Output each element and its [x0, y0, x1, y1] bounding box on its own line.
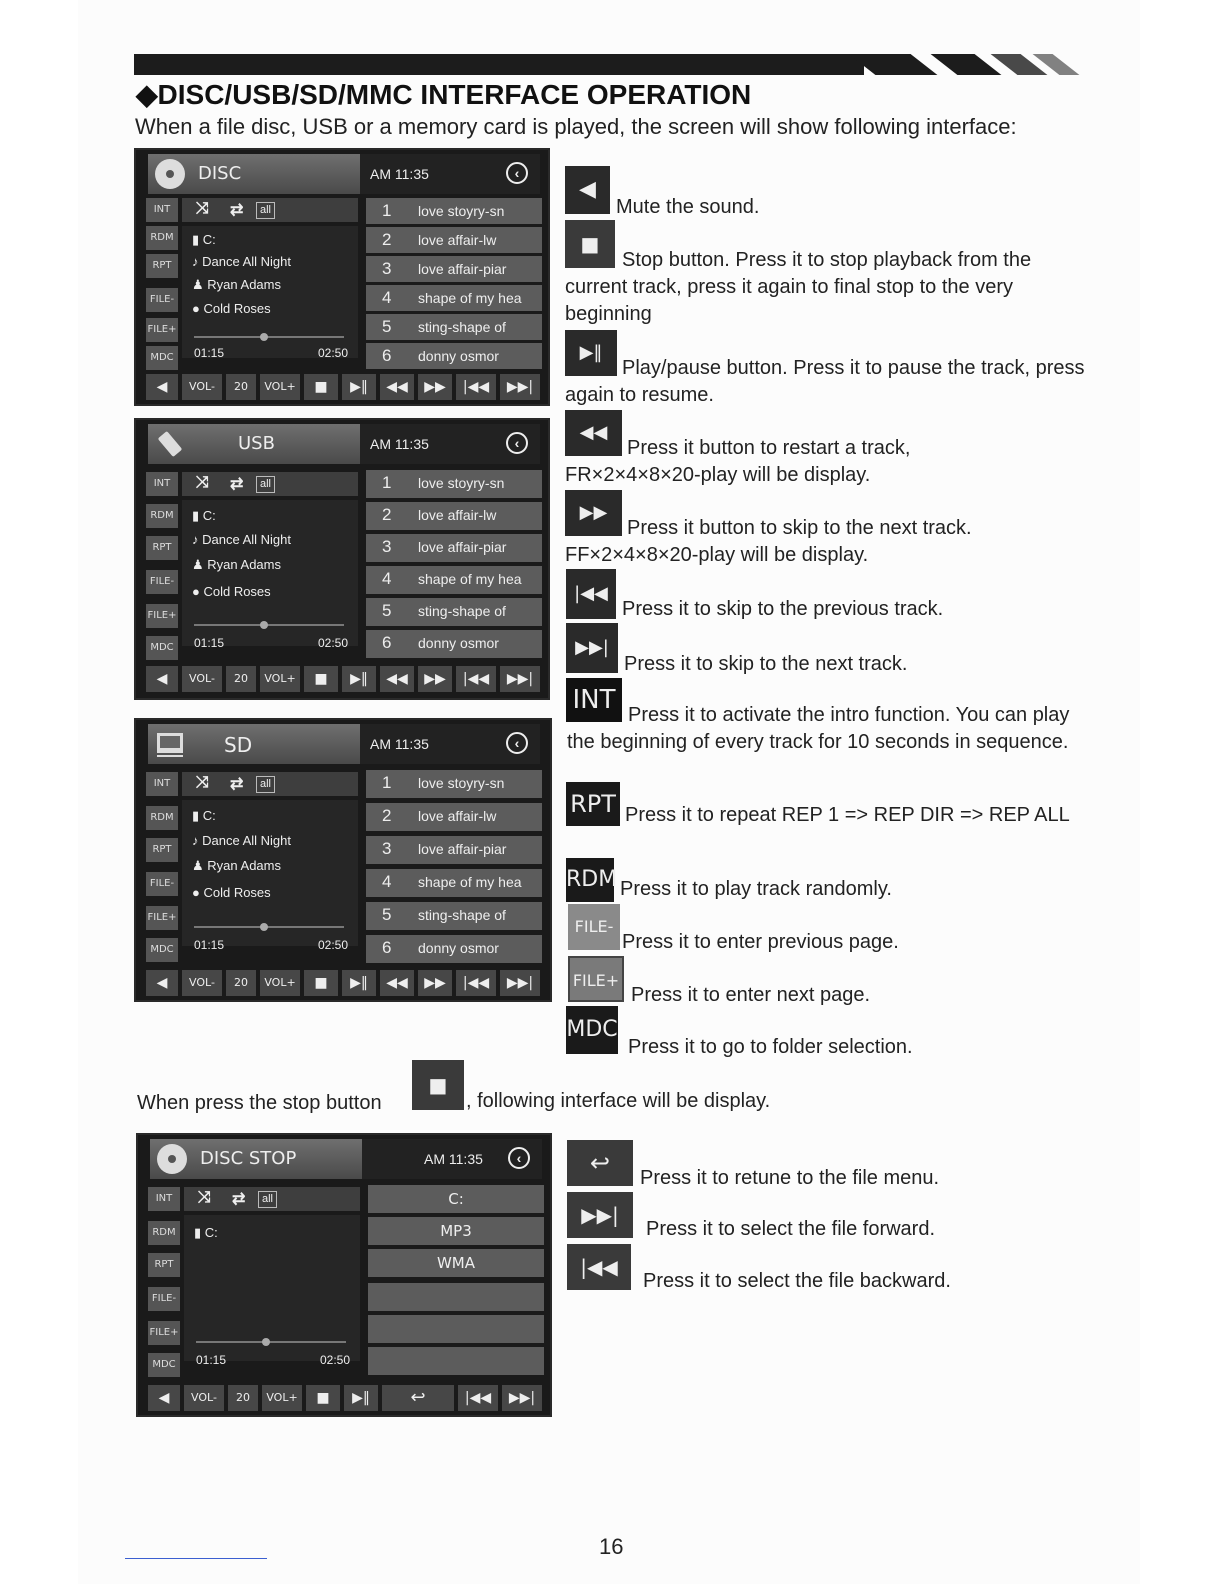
- track-number: 6: [382, 346, 392, 365]
- track-item[interactable]: [366, 902, 542, 930]
- source-label: DISC STOP: [200, 1148, 297, 1169]
- sd-card-icon: [154, 728, 186, 760]
- mdc-button[interactable]: MDC: [146, 636, 178, 660]
- track-item[interactable]: [366, 227, 542, 253]
- prev-track-icon: |◀◀: [567, 1244, 631, 1290]
- file-minus-button[interactable]: FILE-: [148, 1287, 180, 1311]
- artist-line: ♟ Ryan Adams: [192, 557, 281, 572]
- artist-name: Ryan Adams: [207, 858, 281, 873]
- source-header: [148, 724, 360, 764]
- int-button[interactable]: INT: [146, 198, 178, 222]
- legend-text: Press it to select the file backward.: [643, 1270, 951, 1292]
- file-plus-button[interactable]: FILE+: [146, 906, 178, 930]
- stop-icon[interactable]: ■: [306, 1385, 340, 1411]
- track-title: shape of my hea: [418, 874, 522, 890]
- prev-track-icon[interactable]: |◀◀: [456, 666, 496, 692]
- section-title: ◆DISC/USB/SD/MMC INTERFACE OPERATION: [136, 79, 752, 110]
- file-item-empty[interactable]: [368, 1283, 544, 1311]
- mute-icon[interactable]: ◀: [148, 1385, 180, 1411]
- track-title: love affair-lw: [418, 232, 497, 248]
- track-title: love affair-piar: [418, 261, 507, 277]
- file-plus-button[interactable]: FILE+: [146, 318, 178, 342]
- track-item[interactable]: [366, 502, 542, 530]
- track-title: donny osmor: [418, 348, 499, 364]
- mdc-icon: MDC: [566, 1006, 618, 1054]
- mdc-button[interactable]: MDC: [148, 1353, 180, 1377]
- footer-line: [125, 1558, 267, 1559]
- legend-text: Press it to go to folder selection.: [628, 1036, 913, 1058]
- rpt-icon: RPT: [566, 782, 620, 826]
- folder-name: C:: [202, 808, 216, 823]
- title-line: ♪ Dance All Night: [192, 254, 292, 269]
- repeat-icon[interactable]: ⇄: [230, 476, 244, 493]
- folder-line: ▮ C:: [192, 232, 216, 247]
- play-pause-icon[interactable]: ▶‖: [344, 1385, 378, 1411]
- legend-text: Press it to enter next page.: [631, 984, 871, 1006]
- file-minus-button[interactable]: FILE-: [146, 288, 178, 312]
- fast-forward-icon[interactable]: ▶▶: [418, 666, 452, 692]
- mute-icon[interactable]: ◀: [146, 970, 178, 996]
- album-name: Cold Roses: [203, 301, 271, 316]
- progress-knob[interactable]: [260, 333, 268, 341]
- rpt-button[interactable]: RPT: [148, 1253, 180, 1277]
- track-number: 4: [382, 569, 392, 588]
- clock: AM 11:35: [370, 436, 429, 452]
- file-plus-button[interactable]: FILE+: [148, 1321, 180, 1345]
- usb-drive-icon: [154, 428, 186, 460]
- return-icon[interactable]: ↩: [382, 1385, 454, 1411]
- disc-screen: [134, 148, 550, 406]
- rewind-icon[interactable]: ◀◀: [380, 970, 414, 996]
- shuffle-icon[interactable]: ⤨: [196, 774, 209, 791]
- track-title: love stoyry-sn: [418, 203, 505, 219]
- track-item[interactable]: [366, 598, 542, 626]
- song-title: Dance All Night: [202, 532, 292, 547]
- bottom-bar: [146, 970, 542, 996]
- artist-line: ♟ Ryan Adams: [192, 858, 281, 873]
- track-number: 5: [382, 601, 392, 620]
- rpt-button[interactable]: RPT: [146, 254, 178, 278]
- title-line: ♪ Dance All Night: [192, 833, 292, 848]
- repeat-all-badge: all: [258, 1191, 277, 1208]
- legend-text: Press it to enter previous page.: [622, 931, 899, 953]
- file-minus-button[interactable]: FILE-: [146, 872, 178, 896]
- track-number: 3: [382, 537, 392, 556]
- file-item-empty[interactable]: [368, 1347, 544, 1375]
- rdm-button[interactable]: RDM: [146, 226, 178, 250]
- track-title: sting-shape of: [418, 319, 506, 335]
- play-mode-row: [182, 472, 358, 496]
- track-number: 3: [382, 839, 392, 858]
- clock: AM 11:35: [424, 1151, 483, 1167]
- disc-stop-screen: [136, 1133, 552, 1417]
- next-track-icon[interactable]: ▶▶|: [502, 1385, 542, 1411]
- file-plus-button[interactable]: FILE+: [146, 604, 178, 628]
- back-icon[interactable]: ‹: [508, 1147, 530, 1169]
- source-label: USB: [238, 433, 275, 454]
- total-time: 02:50: [320, 1353, 351, 1367]
- legend-text: Stop button. Press it to stop playback from the current track, press it again to final stop to the very beginning: [565, 249, 1032, 325]
- legend-text: Press it to skip to the previous track.: [622, 598, 944, 620]
- elapsed-time: 01:15: [194, 938, 225, 952]
- vol-minus-button[interactable]: VOL-: [184, 1385, 224, 1411]
- rpt-button[interactable]: RPT: [146, 536, 178, 560]
- track-title: love affair-piar: [418, 539, 507, 555]
- legend-text: Press it to activate the intro function. You can play the beginning of every track for 10 seconds in sequence.: [567, 704, 1070, 753]
- stop-sentence-start: When press the stop button: [137, 1092, 382, 1114]
- mdc-button[interactable]: MDC: [146, 346, 178, 370]
- track-title: love affair-lw: [418, 507, 497, 523]
- back-icon[interactable]: ‹: [506, 732, 528, 754]
- play-pause-icon[interactable]: ▶‖: [342, 374, 376, 400]
- vol-plus-button[interactable]: VOL+: [260, 970, 300, 996]
- album-name: Cold Roses: [203, 885, 271, 900]
- fast-forward-icon: ▶▶: [565, 490, 622, 536]
- repeat-icon[interactable]: ⇄: [230, 202, 244, 219]
- folder-line: ▮ C:: [194, 1225, 218, 1240]
- track-title: sting-shape of: [418, 603, 506, 619]
- repeat-all-badge: all: [256, 776, 275, 793]
- next-track-icon: ▶▶|: [566, 623, 618, 673]
- progress-bar[interactable]: [194, 624, 344, 626]
- legend-text: Press it button to skip to the next track. FF×2×4×8×20-play will be display.: [565, 517, 972, 566]
- progress-bar[interactable]: [196, 1341, 346, 1343]
- track-item[interactable]: [366, 285, 542, 311]
- prev-track-icon[interactable]: |◀◀: [456, 374, 496, 400]
- rdm-button[interactable]: RDM: [148, 1221, 180, 1245]
- track-item[interactable]: [366, 803, 542, 831]
- track-item[interactable]: [366, 770, 542, 798]
- artist-line: ♟ Ryan Adams: [192, 277, 281, 292]
- track-number: 2: [382, 806, 392, 825]
- volume-level: 20: [228, 1385, 258, 1411]
- total-time: 02:50: [318, 938, 349, 952]
- rdm-button[interactable]: RDM: [146, 504, 178, 528]
- album-name: Cold Roses: [203, 584, 271, 599]
- legend-text: Press it to skip to the next track.: [624, 653, 908, 675]
- album-line: ● Cold Roses: [192, 885, 271, 900]
- legend-text: Press it to play track randomly.: [620, 878, 892, 900]
- usb-screen: [134, 418, 550, 700]
- file-item[interactable]: WMA: [368, 1249, 544, 1277]
- next-track-icon: ▶▶|: [567, 1192, 633, 1238]
- mdc-button[interactable]: MDC: [146, 938, 178, 962]
- track-item[interactable]: [366, 935, 542, 963]
- prev-track-icon[interactable]: |◀◀: [456, 970, 496, 996]
- status-bar: [360, 424, 540, 464]
- album-line: ● Cold Roses: [192, 301, 271, 316]
- track-number: 5: [382, 905, 392, 924]
- file-minus-button[interactable]: FILE-: [146, 570, 178, 594]
- status-bar: [360, 724, 540, 764]
- rdm-icon: RDM: [566, 858, 614, 902]
- vol-minus-button[interactable]: VOL-: [182, 970, 222, 996]
- track-title: love affair-piar: [418, 841, 507, 857]
- shuffle-icon[interactable]: ⤨: [198, 1189, 211, 1206]
- track-title: love stoyry-sn: [418, 775, 505, 791]
- now-playing: [182, 226, 358, 358]
- track-item[interactable]: [366, 470, 542, 498]
- clock: AM 11:35: [370, 736, 429, 752]
- stop-icon: ■: [565, 220, 615, 268]
- track-number: 2: [382, 505, 392, 524]
- bottom-bar: [146, 374, 542, 400]
- track-number: 1: [382, 773, 392, 792]
- int-button[interactable]: INT: [146, 772, 178, 796]
- next-track-icon[interactable]: ▶▶|: [500, 970, 540, 996]
- rdm-button[interactable]: RDM: [146, 806, 178, 830]
- rewind-icon: ◀◀: [565, 410, 622, 456]
- track-item[interactable]: [366, 314, 542, 340]
- repeat-all-badge: all: [256, 202, 275, 219]
- legend-text: Press it to select the file forward.: [646, 1218, 936, 1240]
- source-header: [148, 154, 360, 194]
- fast-forward-icon[interactable]: ▶▶: [418, 374, 452, 400]
- return-icon: ↩: [567, 1140, 633, 1186]
- track-item[interactable]: [366, 630, 542, 658]
- track-number: 4: [382, 288, 392, 307]
- progress-bar[interactable]: [194, 336, 344, 338]
- track-item[interactable]: [366, 343, 542, 369]
- prev-track-icon: |◀◀: [566, 569, 616, 619]
- stop-icon[interactable]: ■: [304, 970, 338, 996]
- repeat-all-badge: all: [256, 476, 275, 493]
- track-number: 3: [382, 259, 392, 278]
- source-label: DISC: [198, 163, 242, 184]
- folder-line: ▮ C:: [192, 808, 216, 823]
- rewind-icon[interactable]: ◀◀: [380, 666, 414, 692]
- title-line: ♪ Dance All Night: [192, 532, 292, 547]
- vol-plus-button[interactable]: VOL+: [262, 1385, 302, 1411]
- track-item[interactable]: [366, 534, 542, 562]
- page-number: 16: [599, 1534, 624, 1559]
- folder-name: C:: [202, 232, 216, 247]
- legend-text: Mute the sound.: [616, 196, 760, 218]
- vol-plus-button[interactable]: VOL+: [260, 374, 300, 400]
- repeat-icon[interactable]: ⇄: [232, 1191, 246, 1208]
- track-title: shape of my hea: [418, 571, 522, 587]
- play-pause-icon: ▶‖: [565, 330, 617, 376]
- bottom-bar: [148, 1385, 544, 1411]
- elapsed-time: 01:15: [194, 346, 225, 360]
- source-header: [150, 1139, 362, 1179]
- back-icon[interactable]: ‹: [506, 162, 528, 184]
- vol-minus-button[interactable]: VOL-: [182, 374, 222, 400]
- disc-icon: [156, 1143, 188, 1175]
- int-button[interactable]: INT: [148, 1187, 180, 1211]
- progress-knob[interactable]: [262, 1338, 270, 1346]
- bottom-bar: [146, 666, 542, 692]
- progress-knob[interactable]: [260, 621, 268, 629]
- now-playing: [182, 800, 358, 946]
- track-item[interactable]: [366, 198, 542, 224]
- vol-minus-button[interactable]: VOL-: [182, 666, 222, 692]
- source-header: [148, 424, 360, 464]
- track-number: 6: [382, 938, 392, 957]
- file-minus-icon: FILE-: [568, 904, 620, 950]
- int-button[interactable]: INT: [146, 472, 178, 496]
- status-bar: [362, 1139, 542, 1179]
- elapsed-time: 01:15: [196, 1353, 227, 1367]
- legend-text: Press it to retune to the file menu.: [640, 1167, 940, 1189]
- track-item[interactable]: [366, 566, 542, 594]
- total-time: 02:50: [318, 346, 349, 360]
- mute-icon[interactable]: ◀: [146, 374, 178, 400]
- mute-icon: ◀: [565, 166, 610, 214]
- volume-level: 20: [226, 970, 256, 996]
- song-title: Dance All Night: [202, 254, 292, 269]
- artist-name: Ryan Adams: [207, 277, 281, 292]
- file-plus-icon: FILE+: [568, 956, 624, 1002]
- progress-bar[interactable]: [194, 926, 344, 928]
- track-number: 6: [382, 633, 392, 652]
- song-title: Dance All Night: [202, 833, 292, 848]
- total-time: 02:50: [318, 636, 349, 650]
- folder-name: C:: [204, 1225, 218, 1240]
- status-bar: [360, 154, 540, 194]
- back-icon[interactable]: ‹: [506, 432, 528, 454]
- header-bar: [134, 54, 864, 75]
- file-item-empty[interactable]: [368, 1315, 544, 1343]
- repeat-icon[interactable]: ⇄: [230, 776, 244, 793]
- play-mode-row: [182, 198, 358, 222]
- artist-name: Ryan Adams: [207, 557, 281, 572]
- stop-icon: ■: [412, 1060, 464, 1110]
- sd-screen: [134, 718, 552, 1002]
- disc-icon: [154, 158, 186, 190]
- shuffle-icon[interactable]: ⤨: [196, 474, 209, 491]
- intro-text: When a file disc, USB or a memory card is played, the screen will show following interface:: [135, 114, 1017, 139]
- int-icon: INT: [566, 678, 622, 722]
- source-label: SD: [224, 733, 253, 757]
- progress-knob[interactable]: [260, 923, 268, 931]
- vol-plus-button[interactable]: VOL+: [260, 666, 300, 692]
- volume-level: 20: [226, 374, 256, 400]
- rewind-icon[interactable]: ◀◀: [380, 374, 414, 400]
- track-title: sting-shape of: [418, 907, 506, 923]
- legend-text: Press it to repeat REP 1 => REP DIR => REP ALL: [625, 804, 1070, 826]
- fast-forward-icon[interactable]: ▶▶: [418, 970, 452, 996]
- track-title: love affair-lw: [418, 808, 497, 824]
- legend-text: Press it button to restart a track, FR×2×4×8×20-play will be display.: [565, 437, 911, 486]
- now-playing: [184, 1215, 360, 1361]
- file-item[interactable]: C:: [368, 1185, 544, 1213]
- track-item[interactable]: [366, 256, 542, 282]
- next-track-icon[interactable]: ▶▶|: [500, 374, 540, 400]
- track-number: 4: [382, 872, 392, 891]
- stop-icon[interactable]: ■: [304, 374, 338, 400]
- track-number: 1: [382, 473, 392, 492]
- prev-track-icon[interactable]: |◀◀: [458, 1385, 498, 1411]
- track-item[interactable]: [366, 869, 542, 897]
- stop-icon[interactable]: ■: [304, 666, 338, 692]
- folder-line: ▮ C:: [192, 508, 216, 523]
- volume-level: 20: [226, 666, 256, 692]
- rpt-button[interactable]: RPT: [146, 838, 178, 862]
- track-title: shape of my hea: [418, 290, 522, 306]
- elapsed-time: 01:15: [194, 636, 225, 650]
- play-mode-row: [184, 1187, 360, 1211]
- shuffle-icon[interactable]: ⤨: [196, 200, 209, 217]
- play-pause-icon[interactable]: ▶‖: [342, 666, 376, 692]
- track-title: donny osmor: [418, 940, 499, 956]
- folder-name: C:: [202, 508, 216, 523]
- track-title: love stoyry-sn: [418, 475, 505, 491]
- play-pause-icon[interactable]: ▶‖: [342, 970, 376, 996]
- track-item[interactable]: [366, 836, 542, 864]
- clock: AM 11:35: [370, 166, 429, 182]
- track-number: 5: [382, 317, 392, 336]
- stop-sentence-end: , following interface will be display.: [466, 1090, 771, 1112]
- track-title: donny osmor: [418, 635, 499, 651]
- play-mode-row: [182, 772, 358, 796]
- track-number: 2: [382, 230, 392, 249]
- legend-text: Play/pause button. Press it to pause the track, press again to resume.: [565, 357, 1085, 406]
- next-track-icon[interactable]: ▶▶|: [500, 666, 540, 692]
- track-number: 1: [382, 201, 392, 220]
- album-line: ● Cold Roses: [192, 584, 271, 599]
- file-item[interactable]: MP3: [368, 1217, 544, 1245]
- mute-icon[interactable]: ◀: [146, 666, 178, 692]
